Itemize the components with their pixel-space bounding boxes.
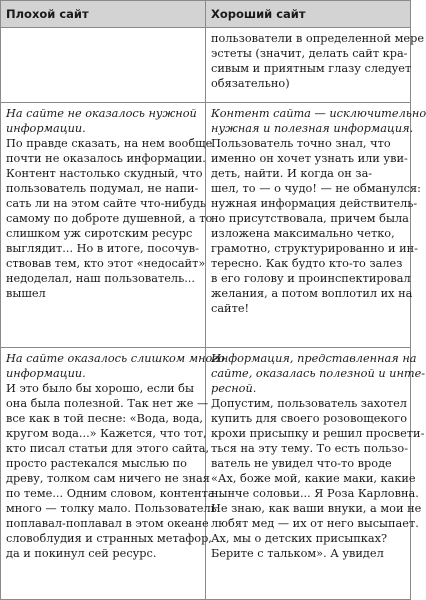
cell-text-line: ться на эту тему. То есть пользо- (211, 442, 409, 455)
cell-text-line: ствовав тем, кто этот «недосайт» (6, 257, 206, 270)
table-row (1, 103, 411, 348)
cell-text-line: недоделал, наш пользователь... (6, 272, 195, 285)
cell-text-line: сивым и приятным глазу следует (211, 62, 412, 75)
cell-text-line: нужная информация действитель- (211, 197, 418, 210)
cell-text-line: все как в той песне: «Вода, вода, (6, 412, 204, 425)
cell-text-line: Допустим, пользователь захотел (211, 397, 407, 410)
cell-bad (1, 348, 225, 600)
cell-text-line: желания, а потом воплотил их на (211, 287, 413, 300)
cell-text-line: сайте! (211, 302, 250, 315)
cell-text-line: именно он хочет узнать или уви- (211, 152, 408, 165)
cell-good (206, 103, 426, 348)
cell-text-line: она была полезной. Так нет же — (6, 397, 209, 410)
cell-text-line: самому по доброте душевной, а то (6, 212, 213, 225)
cell-text-line: Берите с тальком». А увидел (211, 547, 384, 560)
cell-text-line: шел, то — о чудо! — не обманулся: (211, 182, 421, 195)
cell-text-line: ватель не увидел что-то вроде (211, 457, 392, 470)
cell-text-line: тересно. Как будто кто-то залез (211, 257, 403, 270)
header-bad-site: Плохой сайт (1, 1, 206, 28)
cell-heading-line: Контент сайта — исключительно (211, 107, 426, 120)
cell-text-line: кругом вода...» Кажется, что тот, (6, 427, 207, 440)
cell-text-line: эстеты (значит, делать сайт кра- (211, 47, 408, 60)
cell-heading-line: информации. (6, 367, 86, 380)
cell-text-line: выглядит... Но в итоге, посочув- (6, 242, 199, 255)
cell-text-line: много — толку мало. Пользователь (6, 502, 217, 515)
cell-text-line: пользователь подумал, не напи- (6, 182, 199, 195)
table-row (1, 28, 411, 103)
cell-text-line: «Ах, боже мой, какие маки, какие (211, 472, 416, 485)
cell-bad (1, 28, 206, 103)
cell-text-line: И это было бы хорошо, если бы (6, 382, 194, 395)
cell-heading-line: ресной. (211, 382, 257, 395)
cell-text-line: Контент настолько скудный, что (6, 167, 203, 180)
table-row (1, 348, 411, 600)
header-row (1, 1, 411, 28)
cell-text-line: поплавал-поплавал в этом океане (6, 517, 209, 530)
cell-text-line: словоблудия и странных метафор, (6, 532, 212, 545)
cell-text-line: сать ли на этом сайте что-нибудь (6, 197, 207, 210)
cell-text-line: грамотно, структурированно и ин- (211, 242, 418, 255)
cell-text-line: просто растекался мыслью по (6, 457, 187, 470)
cell-text-line: древу, толком сам ничего не зная (6, 472, 210, 485)
cell-text-line: Пользователь точно знал, что (211, 137, 391, 150)
cell-text-line: Не знаю, как ваши внуки, а мои не (211, 502, 422, 515)
cell-text-line: обязательно) (211, 77, 290, 90)
cell-heading-line: информации. (6, 122, 86, 135)
cell-text-line: пользователи в определенной мере (211, 32, 425, 45)
cell-good (206, 28, 425, 103)
cell-text-line: крохи присыпку и решил просвети- (211, 427, 425, 440)
cell-text-line: но присутствовала, причем была (211, 212, 409, 225)
cell-bad (1, 103, 213, 348)
header-good-site: Хороший сайт (206, 1, 411, 28)
cell-text-line: по теме... Одним словом, контента (6, 487, 215, 500)
cell-heading-line: На сайте оказалось слишком много (6, 352, 225, 365)
cell-text-line: почти не оказалось информации. (6, 152, 206, 165)
cell-text-line: По правде сказать, на нем вообще (6, 137, 213, 150)
cell-text-line: Ах, мы о детских присыпках? (211, 532, 388, 545)
cell-text-line: слишком уж сиротским ресурс (6, 227, 193, 240)
cell-text-line: купить для своего розовощекого (211, 412, 408, 425)
cell-heading-line: нужная и полезная информация. (211, 122, 414, 135)
cell-heading-line: сайте, оказалась полезной и инте- (211, 367, 426, 380)
cell-text-line: изложена максимально четко, (211, 227, 395, 240)
cell-heading-line: На сайте не оказалось нужной (6, 107, 197, 120)
cell-text-line: да и покинул сей ресурс. (6, 547, 157, 560)
cell-text-line: любят мед — их от него высыпает. (211, 517, 419, 530)
cell-text-line: нынче соловьи... Я Роза Карловна. (211, 487, 419, 500)
cell-text-line: вышел (6, 287, 46, 300)
cell-text-line: в его голову и проинспектировал (211, 272, 411, 285)
cell-text-line: кто писал статьи для этого сайта, (6, 442, 210, 455)
cell-heading-line: Информация, представленная на (211, 352, 417, 365)
cell-good (206, 348, 426, 600)
cell-text-line: деть, найти. И когда он за- (211, 167, 373, 180)
